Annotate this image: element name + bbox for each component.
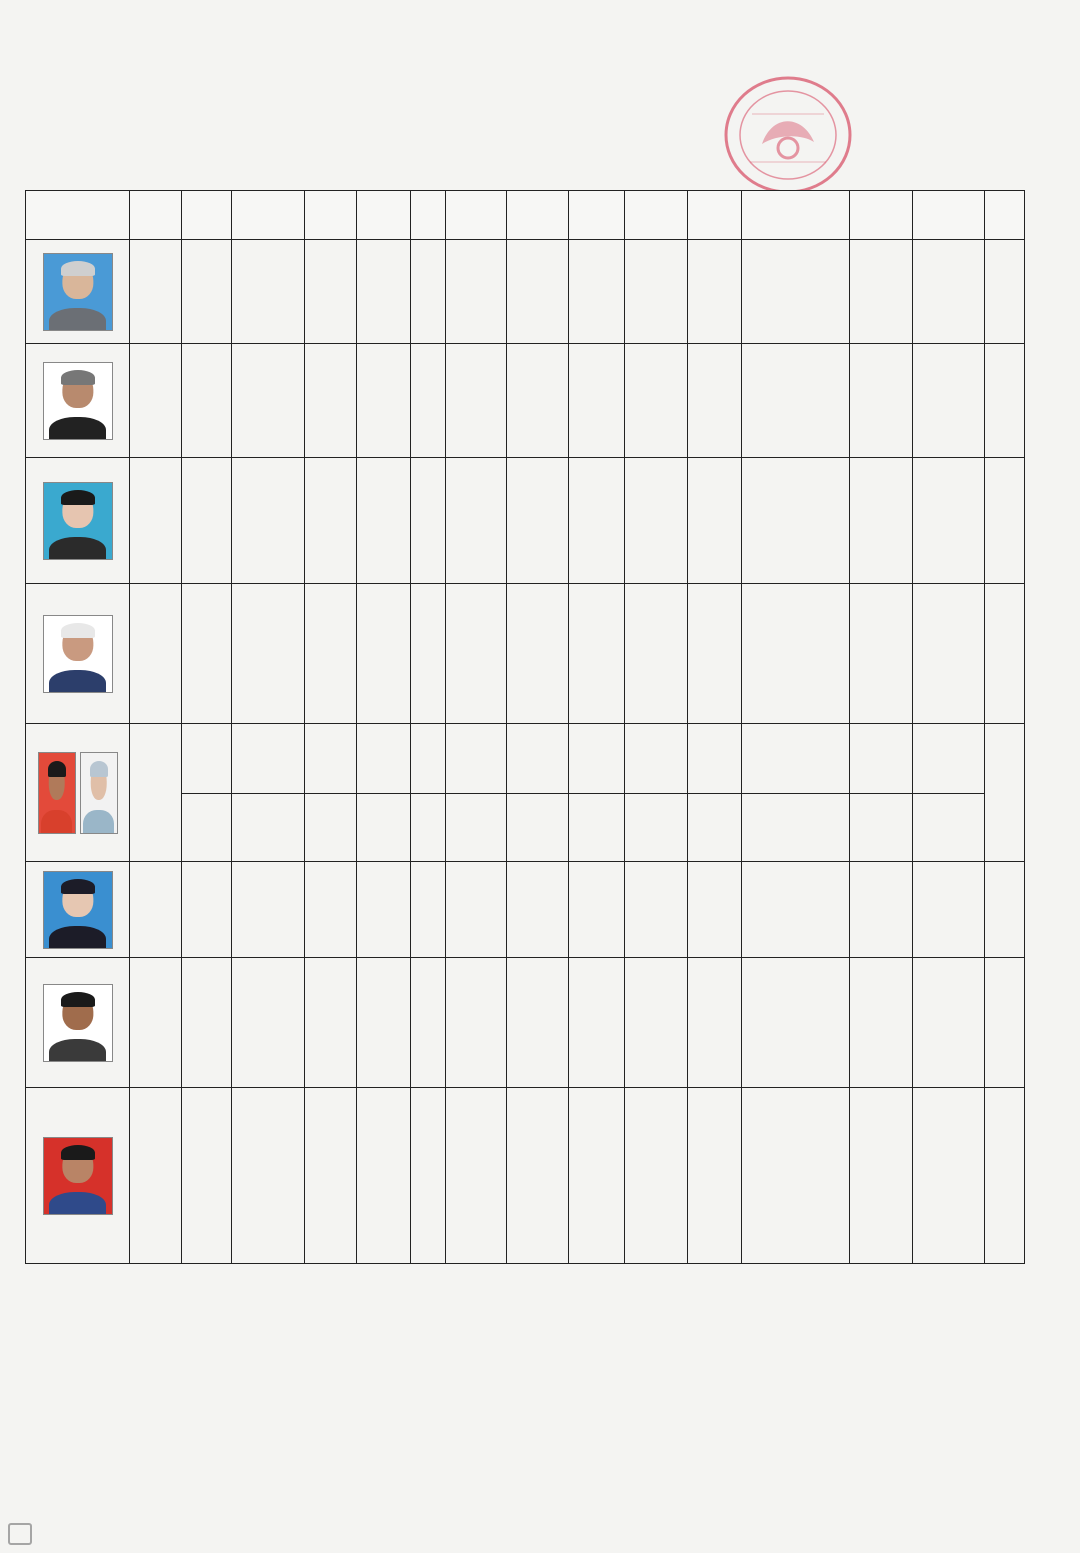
cell-door-no <box>182 458 232 584</box>
cell-note <box>130 240 182 344</box>
header-name <box>850 191 912 240</box>
cell-family-status <box>446 724 506 794</box>
cell-spouse-surname <box>356 724 410 794</box>
header-children <box>411 191 446 240</box>
cell-mother-name <box>506 862 568 958</box>
cell-children <box>411 458 446 584</box>
header-birth-place <box>687 191 741 240</box>
cell-note <box>130 862 182 958</box>
cell-birth-place <box>687 458 741 584</box>
table-row <box>26 724 1025 794</box>
cell-birth-date <box>741 240 849 344</box>
cell-family-status <box>446 862 506 958</box>
cell-note <box>130 458 182 584</box>
cell-spouse-name <box>304 1088 356 1264</box>
beneficiaries-table <box>25 190 1025 1264</box>
cell-photo <box>26 240 130 344</box>
cell-name <box>850 862 912 958</box>
cell-spouse-surname <box>356 344 410 458</box>
cell-mother-surname <box>569 584 625 724</box>
portrait-photo <box>38 752 76 834</box>
cell-spouse-surname <box>356 240 410 344</box>
cell-spouse-name <box>304 958 356 1088</box>
cell-children <box>411 862 446 958</box>
cell-father-name <box>625 240 687 344</box>
cell-family-status <box>446 584 506 724</box>
cell-spouse-name <box>304 794 356 862</box>
cell-birth-place <box>687 958 741 1088</box>
cell-spouse-surname <box>356 862 410 958</box>
portrait-photo <box>80 752 118 834</box>
cell-address <box>232 344 305 458</box>
cell-birth-date <box>741 344 849 458</box>
cell-mother-surname <box>569 958 625 1088</box>
cell-birth-place <box>687 344 741 458</box>
table-row <box>26 958 1025 1088</box>
cell-family-status <box>446 794 506 862</box>
cell-mother-surname <box>569 458 625 584</box>
cell-mother-name <box>506 958 568 1088</box>
cell-name <box>850 458 912 584</box>
table-row <box>26 240 1025 344</box>
cell-mother-name <box>506 724 568 794</box>
cell-spouse-surname <box>356 1088 410 1264</box>
cell-surname <box>912 240 985 344</box>
cell-spouse-surname <box>356 584 410 724</box>
cell-father-name <box>625 794 687 862</box>
cell-birth-date <box>741 1088 849 1264</box>
cell-family-status <box>446 958 506 1088</box>
cell-mother-surname <box>569 344 625 458</box>
cell-door-no <box>182 584 232 724</box>
table-header-row <box>26 191 1025 240</box>
cell-serial <box>985 584 1025 724</box>
table-row <box>26 862 1025 958</box>
cell-photo <box>26 584 130 724</box>
table-row <box>26 344 1025 458</box>
cell-father-name <box>625 724 687 794</box>
header-door-no <box>182 191 232 240</box>
scanner-watermark <box>8 1523 38 1545</box>
cell-surname <box>912 794 985 862</box>
cell-family-status <box>446 458 506 584</box>
cell-address <box>232 724 305 794</box>
portrait-photo <box>43 482 113 560</box>
cell-address <box>232 794 305 862</box>
cell-note <box>130 344 182 458</box>
cell-father-name <box>625 584 687 724</box>
cell-door-no <box>182 344 232 458</box>
cell-address <box>232 458 305 584</box>
header-surname <box>912 191 985 240</box>
cell-spouse-name <box>304 344 356 458</box>
cell-birth-date <box>741 794 849 862</box>
cell-children <box>411 958 446 1088</box>
header-birth-date <box>741 191 849 240</box>
cell-father-name <box>625 344 687 458</box>
cell-note <box>130 584 182 724</box>
table-body <box>26 240 1025 1264</box>
cell-spouse-surname <box>356 794 410 862</box>
cell-children <box>411 240 446 344</box>
cell-photo <box>26 458 130 584</box>
cell-photo <box>26 958 130 1088</box>
header-address <box>232 191 305 240</box>
header-mother-surname <box>569 191 625 240</box>
official-stamp <box>722 74 854 196</box>
cell-address <box>232 1088 305 1264</box>
cell-father-name <box>625 1088 687 1264</box>
cell-mother-name <box>506 1088 568 1264</box>
cell-family-status <box>446 240 506 344</box>
cell-note <box>130 958 182 1088</box>
table-row <box>26 1088 1025 1264</box>
cell-serial <box>985 344 1025 458</box>
cell-serial <box>985 724 1025 862</box>
table-row <box>26 458 1025 584</box>
cell-mother-name <box>506 344 568 458</box>
cell-mother-name <box>506 458 568 584</box>
cell-door-no <box>182 862 232 958</box>
cell-photo <box>26 862 130 958</box>
portrait-photo <box>43 615 113 693</box>
cell-door-no <box>182 1088 232 1264</box>
cell-birth-date <box>741 584 849 724</box>
cell-serial <box>985 958 1025 1088</box>
cell-birth-date <box>741 958 849 1088</box>
cell-father-name <box>625 458 687 584</box>
header-note <box>130 191 182 240</box>
cell-surname <box>912 862 985 958</box>
cell-surname <box>912 458 985 584</box>
cell-children <box>411 344 446 458</box>
header-serial <box>985 191 1025 240</box>
header-family-status <box>446 191 506 240</box>
cell-name <box>850 794 912 862</box>
cell-name <box>850 584 912 724</box>
header-mother-name <box>506 191 568 240</box>
cell-serial <box>985 458 1025 584</box>
cell-children <box>411 724 446 794</box>
portrait-photo <box>43 984 113 1062</box>
cell-address <box>232 958 305 1088</box>
cell-children <box>411 794 446 862</box>
cell-spouse-name <box>304 240 356 344</box>
cell-photo <box>26 1088 130 1264</box>
cell-mother-name <box>506 240 568 344</box>
cell-address <box>232 862 305 958</box>
cell-surname <box>912 724 985 794</box>
cell-spouse-name <box>304 724 356 794</box>
cell-father-name <box>625 958 687 1088</box>
cell-birth-place <box>687 1088 741 1264</box>
camscanner-logo-icon <box>8 1523 32 1545</box>
cell-mother-name <box>506 794 568 862</box>
portrait-photo <box>43 362 113 440</box>
cell-name <box>850 344 912 458</box>
cell-surname <box>912 1088 985 1264</box>
cell-name <box>850 724 912 794</box>
cell-door-no <box>182 958 232 1088</box>
cell-spouse-surname <box>356 458 410 584</box>
cell-family-status <box>446 344 506 458</box>
cell-mother-surname <box>569 240 625 344</box>
cell-family-status <box>446 1088 506 1264</box>
cell-note <box>130 724 182 862</box>
cell-birth-date <box>741 862 849 958</box>
cell-spouse-surname <box>356 958 410 1088</box>
cell-photo <box>26 344 130 458</box>
cell-serial <box>985 1088 1025 1264</box>
cell-surname <box>912 958 985 1088</box>
cell-surname <box>912 584 985 724</box>
cell-birth-place <box>687 794 741 862</box>
cell-children <box>411 1088 446 1264</box>
cell-mother-surname <box>569 724 625 794</box>
cell-name <box>850 240 912 344</box>
cell-children <box>411 584 446 724</box>
cell-door-no <box>182 240 232 344</box>
header-spouse-surname <box>356 191 410 240</box>
cell-father-name <box>625 862 687 958</box>
cell-serial <box>985 862 1025 958</box>
cell-name <box>850 1088 912 1264</box>
cell-mother-name <box>506 584 568 724</box>
cell-mother-surname <box>569 1088 625 1264</box>
cell-serial <box>985 240 1025 344</box>
cell-note <box>130 1088 182 1264</box>
cell-birth-place <box>687 724 741 794</box>
cell-birth-place <box>687 584 741 724</box>
cell-mother-surname <box>569 862 625 958</box>
cell-name <box>850 958 912 1088</box>
header-father-name <box>625 191 687 240</box>
cell-door-no <box>182 794 232 862</box>
cell-birth-place <box>687 862 741 958</box>
portrait-photo <box>43 1137 113 1215</box>
portrait-photo <box>43 253 113 331</box>
cell-photo <box>26 724 130 862</box>
table-row <box>26 584 1025 724</box>
portrait-photo <box>43 871 113 949</box>
cell-birth-date <box>741 458 849 584</box>
cell-birth-date <box>741 724 849 794</box>
cell-spouse-name <box>304 458 356 584</box>
header-spouse-name <box>304 191 356 240</box>
cell-birth-place <box>687 240 741 344</box>
cell-address <box>232 584 305 724</box>
cell-mother-surname <box>569 794 625 862</box>
cell-spouse-name <box>304 862 356 958</box>
cell-door-no <box>182 724 232 794</box>
cell-surname <box>912 344 985 458</box>
header-photo <box>26 191 130 240</box>
cell-spouse-name <box>304 584 356 724</box>
cell-address <box>232 240 305 344</box>
